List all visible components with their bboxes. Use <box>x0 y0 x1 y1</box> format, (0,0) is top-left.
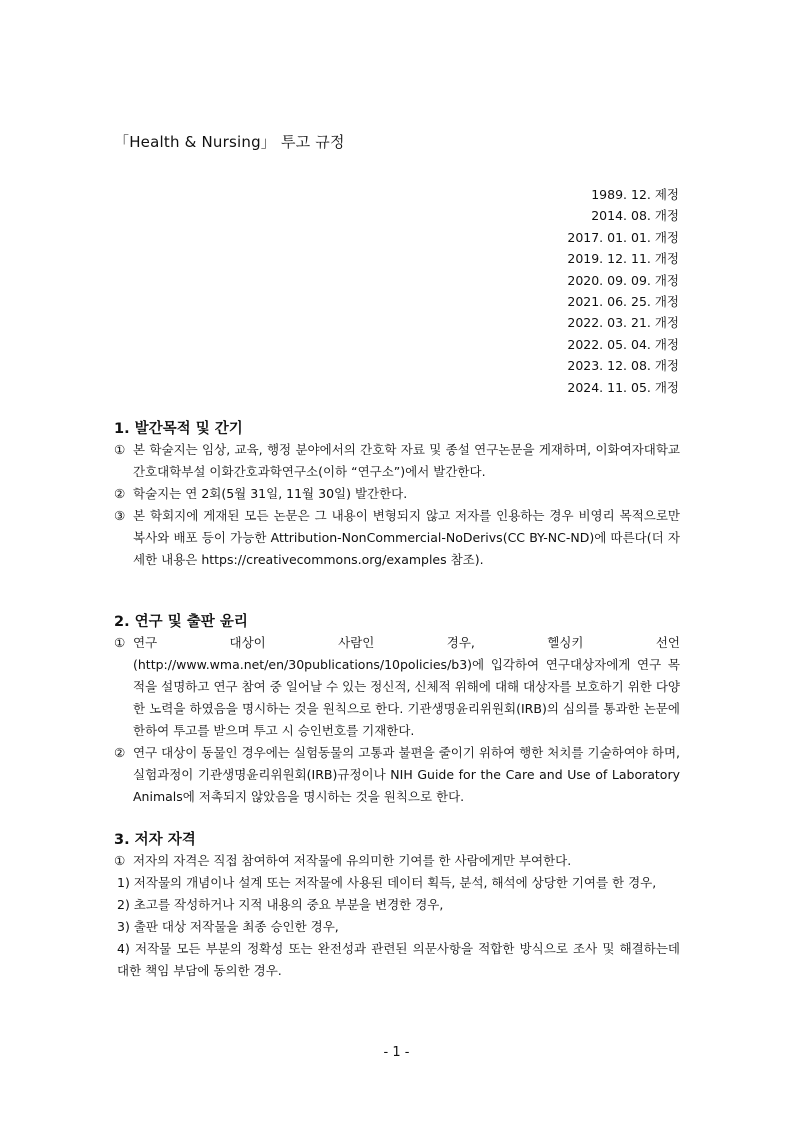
history-line: 2022. 03. 21. 개정 <box>567 315 679 331</box>
item-text: 연구 대상이 동물인 경우에는 실험동물의 고통과 불편을 줄이기 위하여 행한 처치를 기술하여야 하며, 실험과정이 기관생명윤리위원회(IRB)규정이나 NIH Guide for the Care and Use of Laboratory Animals에 저촉되지 않았음을 명시하는 것을 원칙으로 한다. <box>133 745 680 804</box>
item-number: ① <box>114 442 126 457</box>
item-text: 본 학회지에 게재된 모든 논문은 그 내용이 변형되지 않고 저자를 인용하는 경우 비영리 목적으로만 복사와 배포 등이 가능한 Attribution-NonCommercial-NoDerivs(CC BY-NC-ND)에 따른다(더 자세한 내용은 https://creativecommons.org/examples 참조). <box>133 508 680 567</box>
item-number: ② <box>114 486 126 501</box>
history-line: 2019. 12. 11. 개정 <box>567 251 679 267</box>
history-line: 2024. 11. 05. 개정 <box>567 379 679 395</box>
list-item <box>114 439 680 483</box>
list-item <box>114 742 680 808</box>
item-number: ① <box>114 853 126 868</box>
item-number: ① <box>114 635 126 650</box>
section-heading: 3. 저자 자격 <box>114 832 196 848</box>
section-heading: 1. 발간목적 및 간기 <box>114 421 243 437</box>
history-line: 1989. 12. 제정 <box>591 187 679 202</box>
page-number: - 1 - <box>383 1045 410 1060</box>
history-line: 2021. 06. 25. 개정 <box>567 294 679 310</box>
history-line: 2022. 05. 04. 개정 <box>567 336 679 352</box>
section-heading: 2. 연구 및 출판 윤리 <box>114 614 248 630</box>
section-authorship <box>114 830 680 982</box>
document-title: 「Health & Nursing」 투고 규정 <box>114 133 345 151</box>
item-text: 본 학술지는 임상, 교육, 행정 분야에서의 간호학 자료 및 종설 연구논문을 게재하며, 이화여자대학교 간호대학부설 이화간호과학연구소(이하 “연구소”)에서 발간한다. <box>133 442 680 479</box>
sub-item: 1) 저작물의 개념이나 설계 또는 저작물에 사용된 데이터 획득, 분석, 해석에 상당한 기여를 한 경우, <box>117 875 657 890</box>
item-text: 저자의 자격은 직접 참여하여 저작물에 유의미한 기여를 한 사람에게만 부여한다. <box>133 853 572 868</box>
item-text: 학술지는 연 2회(5월 31일, 11월 30일) 발간한다. <box>133 486 408 501</box>
history-line: 2023. 12. 08. 개정 <box>567 358 679 374</box>
revision-history <box>567 184 679 398</box>
list-item <box>114 483 680 505</box>
item-text: 연구 대상이 사람인 경우, 헬싱키 선언 (http://www.wma.net/en/30publications/10policies/b3)에 입각하여 연구대상자에게 연구 목적을 설명하고 연구 참여 중 일어날 수 있는 정신적, 신체적 위해에 대해 대상자를 보호하기 위한 다양한 노력을 하였음을 명시하는 것을 원칙으로 한다. 기관생명윤리위원회(IRB)의 심의를 통과한 논문에 한하여 투고를 받으며 투고 시 승인번호를 기재한다. <box>133 635 680 738</box>
item-number: ③ <box>114 508 126 523</box>
history-line: 2020. 09. 09. 개정 <box>567 272 679 288</box>
section-research-ethics <box>114 612 680 808</box>
history-line: 2017. 01. 01. 개정 <box>567 229 679 245</box>
list-item <box>114 632 680 742</box>
sub-item: 4) 저작물 모든 부분의 정확성 또는 완전성과 관련된 의문사항을 적합한 방식으로 조사 및 해결하는데 대한 책임 부담에 동의한 경우. <box>117 941 680 978</box>
item-number: ② <box>114 745 126 760</box>
history-line: 2014. 08. 개정 <box>591 208 679 224</box>
sub-item: 2) 초고를 작성하거나 지적 내용의 중요 부분을 변경한 경우, <box>117 897 444 912</box>
list-item <box>114 505 680 571</box>
section-publication-purpose <box>114 419 680 571</box>
list-item <box>114 850 680 872</box>
sub-item: 3) 출판 대상 저작물을 최종 승인한 경우, <box>117 919 339 934</box>
